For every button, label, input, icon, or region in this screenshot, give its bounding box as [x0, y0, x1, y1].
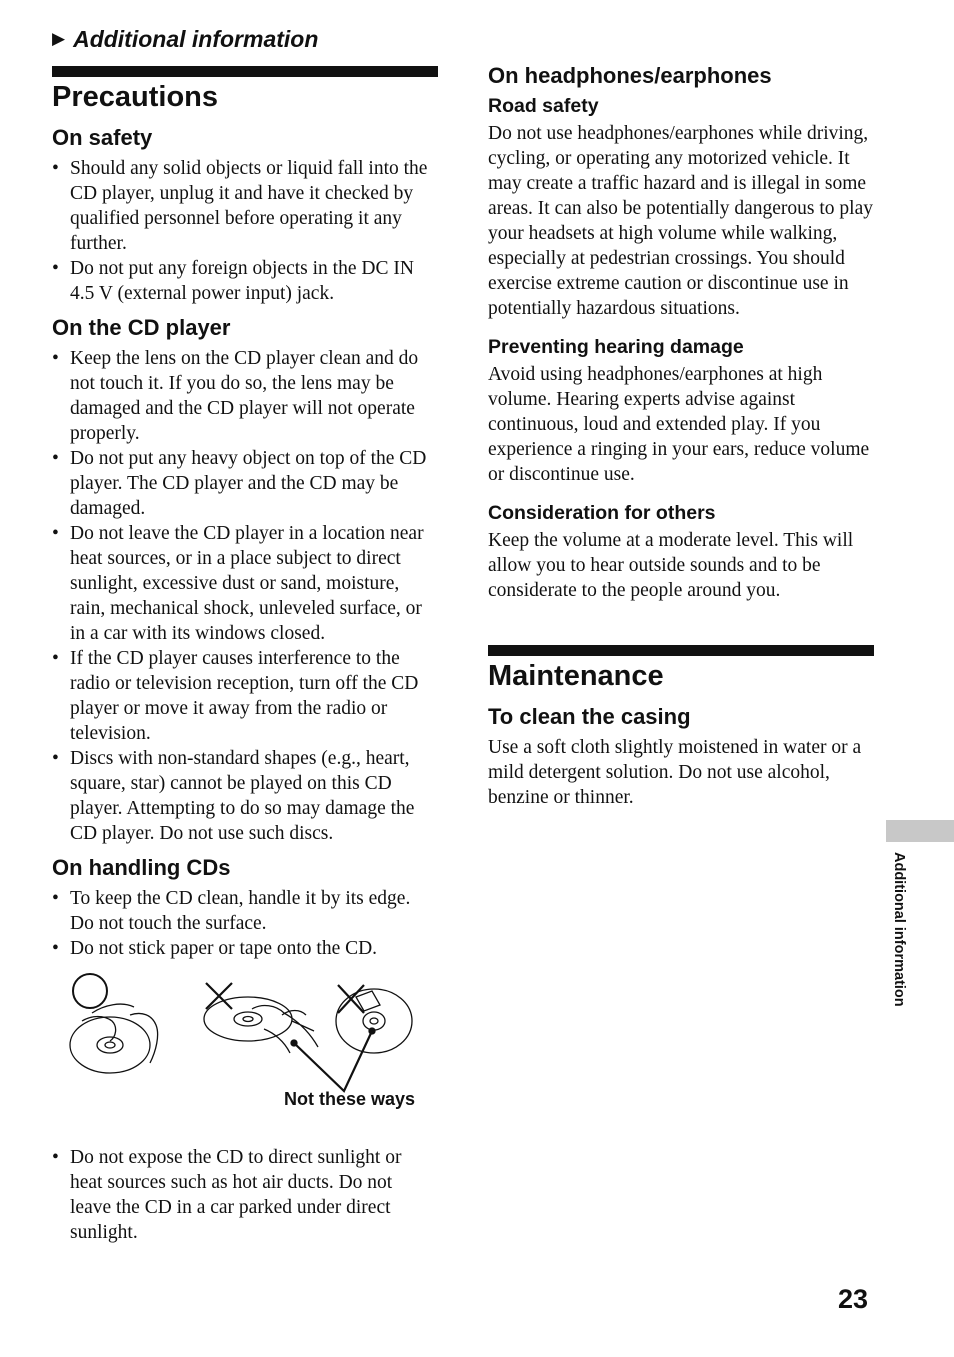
cd-handling-illustration	[52, 971, 438, 1131]
precautions-title: Precautions	[52, 81, 218, 113]
illustration-caption: Not these ways	[284, 1089, 416, 1109]
on-handling-cds-list	[52, 886, 438, 961]
cross-icon	[206, 983, 232, 1009]
on-headphones-heading: On headphones/earphones	[488, 63, 772, 88]
section-rule	[52, 66, 438, 77]
list-item: • Do not put any heavy object on top of the CD player. The CD player and the CD may be damaged.	[52, 446, 438, 521]
list-item: • If the CD player causes interference to the radio or television reception, turn off the CD player or move it away from the radio or television.	[52, 646, 438, 746]
page-number: 23	[838, 1284, 869, 1314]
hearing-heading: Preventing hearing damage	[488, 336, 744, 358]
section-rule	[488, 645, 874, 656]
maintenance-title: Maintenance	[488, 660, 664, 692]
hearing-text: Avoid using headphones/earphones at high volume. Hearing experts advise against continuous, loud and extended play. If you experience a ringing in your ears, reduce volume or discontinue use.	[488, 364, 870, 485]
right-column	[488, 62, 874, 810]
cd-disc-icon	[204, 997, 292, 1041]
others-heading: Consideration for others	[488, 502, 716, 524]
on-handling-cds-list-continued	[52, 1145, 438, 1245]
list-item: • Do not leave the CD player in a location near heat sources, or in a place subject to direct sunlight, excessive dust or sand, moisture, rain, mechanical shock, unleveled surface, or in a car with its windows closed.	[52, 521, 438, 646]
side-tab-marker	[886, 820, 954, 842]
cd-disc-icon	[336, 989, 412, 1053]
ok-circle-icon	[73, 974, 107, 1008]
casing-heading: To clean the casing	[488, 704, 691, 729]
list-item: • To keep the CD clean, handle it by its edge. Do not touch the surface.	[52, 886, 438, 936]
left-column	[52, 24, 438, 1245]
on-safety-heading: On safety	[52, 125, 153, 150]
others-text: Keep the volume at a moderate level. This will allow you to hear outside sounds and to be considerate to the people around you.	[488, 530, 854, 601]
side-tab-label: Additional information	[891, 852, 907, 1007]
side-tab	[889, 852, 911, 1032]
list-item: • Do not stick paper or tape onto the CD.	[52, 936, 438, 961]
road-safety-heading: Road safety	[488, 95, 599, 117]
on-handling-cds-heading: On handling CDs	[52, 855, 231, 880]
list-item: • Keep the lens on the CD player clean and do not touch it. If you do so, the lens may be damaged and the CD player will not operate properly.	[52, 346, 438, 446]
section-label-text: Additional information	[73, 25, 319, 52]
road-safety-text: Do not use headphones/earphones while driving, cycling, or operating any motorized vehicle. It may create a traffic hazard and is illegal in some areas. It can also be potentially dangerous to play your headsets at high volume while walking, especially at pedestrian crossings. You should exercise extreme caution or discontinue use in potentially hazardous situations.	[488, 123, 873, 319]
section-label	[52, 24, 438, 54]
cd-disc-icon	[70, 1017, 150, 1073]
cross-icon	[338, 985, 364, 1013]
on-cd-player-list	[52, 346, 438, 846]
list-item: • Do not expose the CD to direct sunlight or heat sources such as hot air ducts. Do not leave the CD in a car parked under direct sunlight.	[52, 1145, 438, 1245]
list-item: • Do not put any foreign objects in the DC IN 4.5 V (external power input) jack.	[52, 256, 438, 306]
on-cd-player-heading: On the CD player	[52, 315, 231, 340]
triangle-marker-icon: ▶	[52, 29, 66, 48]
list-item: • Should any solid objects or liquid fall into the CD player, unplug it and have it checked by qualified personnel before operating it any further.	[52, 156, 438, 256]
casing-text: Use a soft cloth slightly moistened in water or a mild detergent solution. Do not use alcohol, benzine or thinner.	[488, 737, 862, 808]
list-item: • Discs with non-standard shapes (e.g., heart, square, star) cannot be played on this CD player. Attempting to do so may damage the CD player. Do not use such discs.	[52, 746, 438, 846]
hand-icon	[252, 1006, 318, 1053]
on-safety-list	[52, 156, 438, 306]
pointer-lines	[294, 1031, 372, 1091]
